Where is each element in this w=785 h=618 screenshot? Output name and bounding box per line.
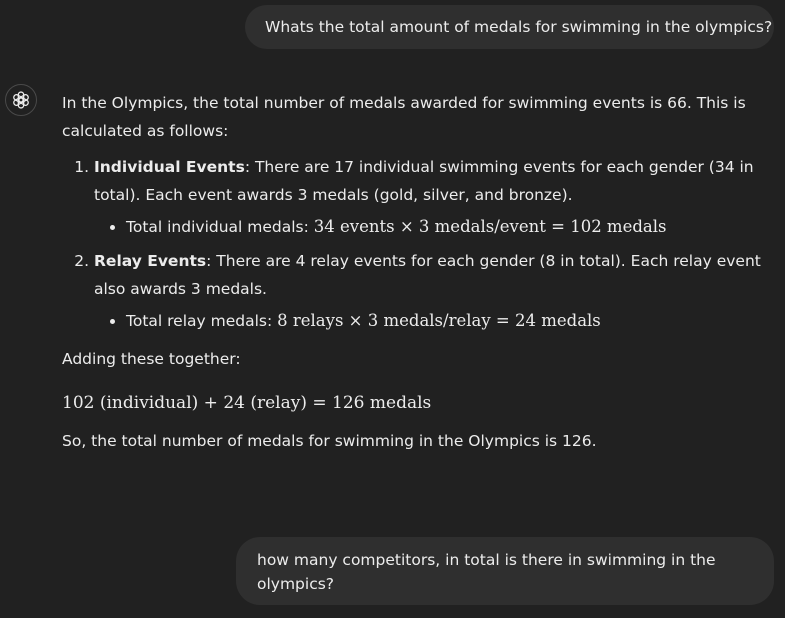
user-message: [236, 537, 774, 605]
user-message: [245, 5, 774, 49]
assistant-conclusion: So, the total number of medals for swimming in the Olympics is 126.: [62, 432, 597, 450]
step-title: Relay Events: [94, 252, 207, 270]
user-message-text: Whats the total amount of medals for swimming in the olympics?: [265, 18, 773, 36]
step-text: : There are 17 individual swimming events for each gender (34 in total). Each event awards 3 medals (gold, silver, and bronze).: [94, 158, 754, 204]
bullet-label: Total relay medals:: [126, 312, 278, 330]
display-equation: 102 (individual) + 24 (relay) = 126 medals: [62, 393, 432, 413]
bullet-item: [126, 307, 774, 335]
assistant-message: [62, 89, 774, 455]
assistant-adding: Adding these together:: [62, 350, 241, 368]
openai-logo-icon: [11, 90, 31, 110]
assistant-avatar: [5, 84, 37, 116]
step-text: : There are 4 relay events for each gender (8 in total). Each relay event also awards 3 medals.: [94, 252, 761, 298]
step-relay-events: [94, 247, 774, 335]
user-message-text: how many competitors, in total is there in swimming in the olympics?: [257, 551, 716, 593]
calculation-steps: [62, 153, 774, 335]
step-bullets: [94, 307, 774, 335]
math-expression: 34 events × 3 medals/event = 102 medals: [313, 217, 667, 236]
bullet-label: Total individual medals:: [126, 218, 314, 236]
step-individual-events: [94, 153, 774, 241]
assistant-intro: In the Olympics, the total number of medals awarded for swimming events is 66. This is calculated as follows:: [62, 94, 746, 140]
step-title: Individual Events: [94, 158, 245, 176]
math-expression: 8 relays × 3 medals/relay = 24 medals: [277, 311, 601, 330]
bullet-item: [126, 213, 774, 241]
step-bullets: [94, 213, 774, 241]
